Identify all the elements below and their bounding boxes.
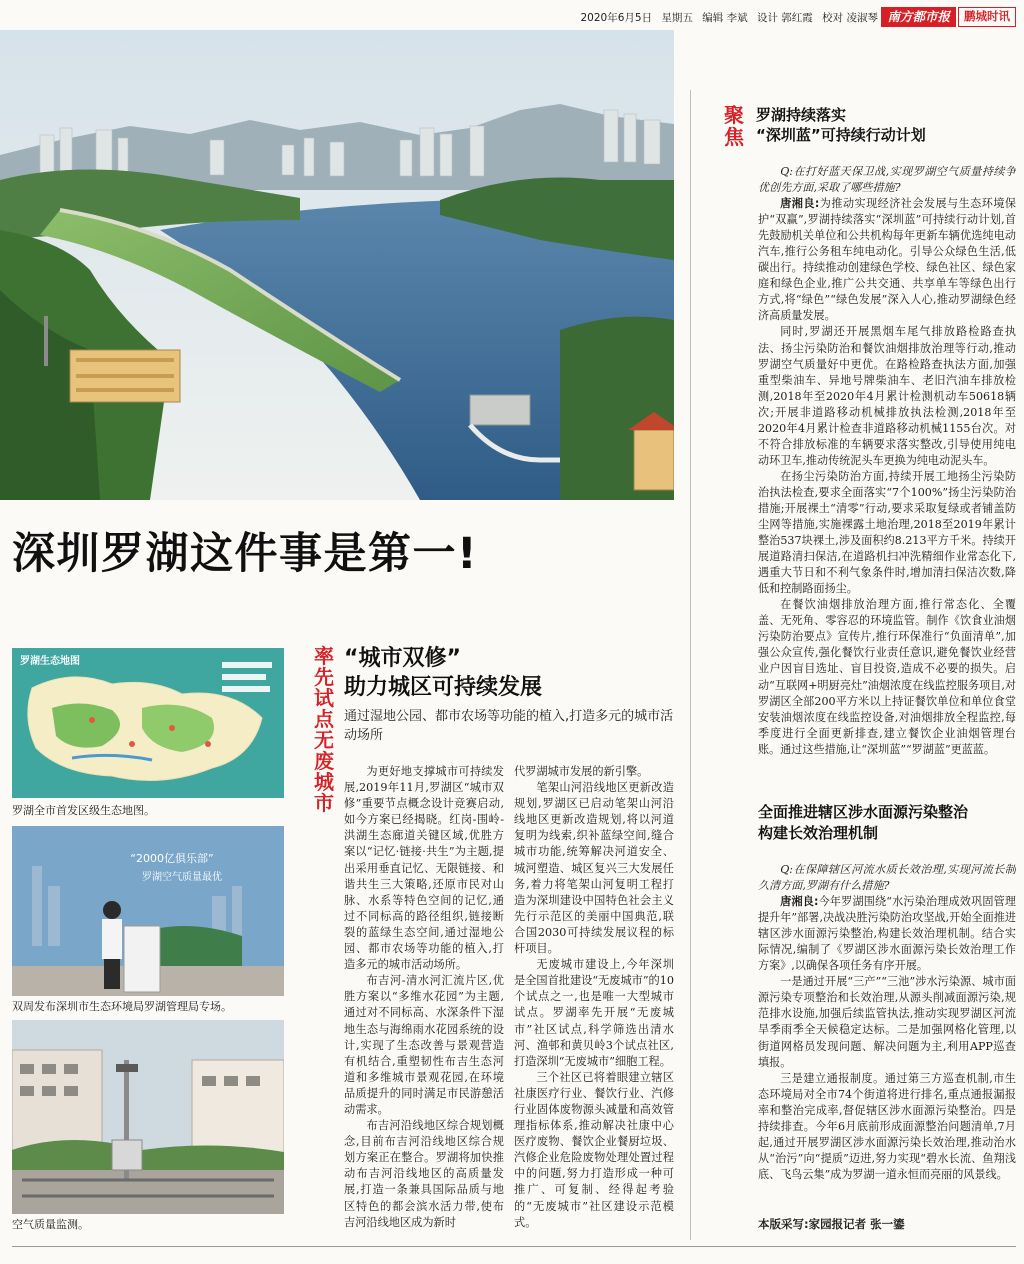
press-conference-photo [12, 826, 284, 996]
reservoir-illustration [0, 30, 674, 500]
page-header [0, 0, 1024, 30]
air-monitoring-caption: 空气质量监测。 [12, 1218, 89, 1231]
eco-map-title: 罗湖生态地图 [20, 656, 80, 667]
issue-weekday: 星期五 [661, 12, 693, 24]
answer-paragraph: 在扬尘污染防治方面,持续开展工地扬尘污染防治执法检查,要求全面落实“7个100%”扬尘污染防治措施;开展裸土“清零”行动,要求采取复绿或者铺盖防尘网等措施,实施裸露土地治理,2018至2019年累计整治537块裸土,涉及面积约8.213平方千米。持续开展道路清扫保洁,在道路机扫冲洗精细作业常态化下,遇重大节日和不利气象条件时,增加清扫保洁次数,降低和控制路面扬尘。 [758, 469, 1016, 596]
paragraph: 无废城市建设上,今年深圳是全国首批建设“无废城市”的10个试点之一,也是唯一大型城市试点。罗湖率先开展“无废城市”社区试点,科学筛选出清水河、渔邨和黄贝岭3个试点社区,打造深圳“无废城市”细胞工程。 [514, 958, 674, 1068]
right-title2-line1: 全面推进辖区涉水面源污染整治 [758, 803, 969, 821]
middle-title-line2: 助力城区可持续发展 [344, 675, 543, 700]
answer-paragraph: 一是通过开展“三产”“三池”涉水污染源、城市面源污染专项整治和长效治理,从源头削减面源污染,规范排水设施,加强后续监管执法,推动实现罗湖区河流旱季雨季全天候稳定达标。二是加强网格化管理,以街道网格员发现问题、解决问题为主,利用APP巡查填报。 [758, 975, 1016, 1069]
paragraph: 布吉河沿线地区综合规划概念,目前布吉河沿线地区综合规划方案正在整合。罗湖将加快推动布吉河沿线地区的高质量发展,打造一条兼具国际品质与地区特色的都会滨水活力带,使布吉河沿线地区成为新时 [344, 1119, 504, 1229]
issue-date: 2020年6月5日 [580, 12, 653, 24]
reporter-byline: 本版采写:家园报记者 张一鎏 [758, 1217, 905, 1231]
section-mark: 鹏城时讯 [958, 7, 1016, 27]
middle-vertical-tag [312, 646, 336, 814]
middle-article-title [344, 644, 674, 702]
press-conference-caption: 双周发布深圳市生态环境局罗湖管理局专场。 [12, 1000, 232, 1013]
answer-paragraph: 为推动实现经济社会发展与生态环境保护“双赢”,罗湖持续落实“深圳蓝”可持续行动计划,首先鼓励机关单位和公共机构每年更新车辆优选纯电动汽车,推行公务租车纯电动化。引导公众绿色生活,低碳出行。持续推动创建绿色学校、绿色社区、绿色家庭和绿色企业,推广公共交通、共享单车等绿色出行方式,将“绿色”“绿色发展”深入人心,推动罗湖绿色经济高质量发展。 [758, 197, 1016, 323]
paragraph: 代罗湖城市发展的新引擎。 [514, 765, 649, 778]
hero-reservoir-photo [0, 30, 674, 500]
right-title2-line2: 构建长效治理机制 [758, 824, 879, 842]
question: Q:在保障辖区河流水质长效治理,实现河流长制久清方面,罗湖有什么措施? [758, 863, 1016, 893]
middle-column-1 [344, 764, 504, 1240]
paragraph: 笔架山河沿线地区更新改造规划,罗湖区已启动笔架山河沿线地区更新改造规划,将以河道复明为线索,织补蓝绿空间,缝合城市功能,统筹解决河道安全、城河塑造、城区复兴三大发展任务,着力将笔架山河复明工程打造为深圳建设中国特色社会主义先行示范区的美丽中国典范,联合国2030可持续发展议程的标杆项目。 [514, 781, 674, 956]
eco-map-caption: 罗湖全市首发区级生态地图。 [12, 804, 155, 817]
right-vertical-tag [722, 104, 746, 148]
tag-char: 无 [314, 728, 334, 752]
editor-credit: 编辑 李斌 [702, 12, 748, 24]
answer-paragraph: 三是建立通报制度。通过第三方巡查机制,市生态环境局对全市74个街道将进行排名,重点通报漏报率和整治完成率,督促辖区涉水面源污染整治。四是持续排查。今年6月底前形成面源整治问题清单,7月起,通过开展罗湖区涉水面源污染长效治理,推动治水从“治污”向“提质”迈进,努力实现“碧水长流、鱼翔浅底、飞鸟云集”成为罗湖一道永恒而亮丽的风景线。 [758, 1071, 1016, 1181]
air-monitoring-illustration [12, 1020, 284, 1214]
answer-paragraph: 同时,罗湖还开展黑烟车尾气排放路检路查执法、扬尘污染防治和餐饮油烟排放治理等行动,推动罗湖空气质量好中更优。在路检路查执法方面,加强重型柴油车、异地号牌柴油车、老旧汽油车排放检测,2018年至2020年4月累计检测机动车50618辆次;开展非道路移动机械排放执法检测,2018年至2020年4月累计检查非道路移动机械1155台次。对不符合排放标准的车辆要求落实整改,引导使用纯电动环卫车,推动传统泥头车更换为纯电动泥头车。 [758, 325, 1016, 467]
paragraph: 三个社区已将着眼建立辖区社康医疗行业、餐饮行业、汽修行业固体废物源头减量和高效管理指标体系,推动解决社康中心医疗废物、餐饮企业餐厨垃圾、汽修企业危险废物处理处置过程中的问题,努力打造形成一种可推广、可复制、经得起考验的“无废城市”社区建设示范模式。 [514, 1070, 674, 1229]
right-article-title-2 [758, 802, 1016, 844]
speaker-name: 唐湘良: [780, 895, 819, 909]
answer-paragraph: 在餐饮油烟排放治理方面,推行常态化、全覆盖、无死角、零容忍的环境监管。制作《饮食业油烟污染防治要点》宣传片,推行环保准行“负面清单”,加强公众宣传,强化餐饮行业责任意识,避免餐饮业经营业户因盲目选址、盲目投资,造成不必要的损失。启动“互联网+明厨亮灶”油烟浓度在线监控服务项目,对罗湖区全部200平方米以上持证餐饮单位和单位食堂安装油烟浓度在线监控设备,对油烟排放全程监控,每季度进行全面更新排查,建立餐饮企业油烟管理台账。通过这些措施,让“深圳蓝”“罗湖蓝”更蓝蓝。 [758, 598, 1016, 756]
column-divider [690, 90, 691, 1240]
eco-map-illustration [12, 648, 284, 798]
middle-article-subtitle: 通过湿地公园、都市农场等功能的植入,打造多元的城市活动场所 [344, 709, 674, 743]
tag-char: 点 [314, 707, 334, 731]
right-article-title [756, 105, 1016, 145]
right-article-body-2 [758, 862, 1016, 1212]
tag-char: 聚 [724, 103, 744, 127]
tag-char: 焦 [724, 125, 744, 149]
air-monitoring-photo [12, 1020, 284, 1214]
designer-credit: 设计 郭红霞 [756, 12, 813, 24]
bottom-rule [12, 1246, 1016, 1247]
tag-char: 先 [314, 665, 334, 689]
tag-char: 率 [314, 644, 334, 668]
tag-char: 试 [314, 686, 334, 710]
screen-text-2: 罗湖空气质量最优 [142, 872, 222, 883]
screen-text-1: “2000亿俱乐部” [130, 852, 214, 865]
tag-char: 废 [314, 749, 334, 773]
proofreader-credit: 校对 凌淑琴 [822, 12, 878, 24]
answer-paragraph: 今年罗湖围绕“水污染治理成效巩固管理提升年”部署,决战决胜污染防治攻坚战,开始全面推进辖区涉水面源污染整治,构建长效治理机制。结合实际情况,编制了《罗湖区涉水面源污染长效治理工作方案》,以确保各项任务有序开展。 [758, 895, 1016, 973]
tag-char: 城 [314, 770, 334, 794]
main-headline: 深圳罗湖这件事是第一! [12, 529, 479, 579]
press-conference-illustration [12, 826, 284, 996]
masthead-logo: 南方都市报 [881, 7, 956, 27]
paragraph: 布吉河-清水河汇流片区,优胜方案以“多维水花园”为主题,通过对不同标高、水深条件下湿地生态与海绵雨水花园系统的设计,实现了生态改善与景观营造有机结合,重塑韧性布吉生态河道和多维城市景观花园,在环境品质提升的同时满足市民游憩活动需求。 [344, 974, 504, 1116]
eco-map-photo [12, 648, 284, 798]
middle-title-line1: “城市双修” [344, 646, 461, 671]
middle-column-2 [514, 764, 674, 1240]
paragraph: 为更好地支撑城市可持续发展,2019年11月,罗湖区“城市双修”重要节点概念设计竞赛启动,如今方案已经揭晓。红岗-围岭-洪湖生态廊道关键区域,优胜方案以“记忆·链接·共生”为主题,提出采用垂直记忆、无限链接、和谐共生三大策略,还原市民对山脉、水系等特色空间的记忆,通过不同标高的路径组织,链接断裂的蓝绿生态空间,通过湿地公园、都市农场等功能的植入,打造多元的城市活动场所。 [344, 765, 504, 972]
speaker-name: 唐湘良: [780, 197, 820, 211]
tag-char: 市 [314, 791, 334, 815]
header-meta [575, 10, 879, 25]
right-title-line2: “深圳蓝”可持续行动计划 [756, 126, 926, 144]
right-article-body-1 [758, 164, 1016, 794]
right-title-line1: 罗湖持续落实 [756, 106, 847, 124]
question: Q:在打好蓝天保卫战,实现罗湖空气质量持续争优创先方面,采取了哪些措施? [758, 165, 1016, 195]
